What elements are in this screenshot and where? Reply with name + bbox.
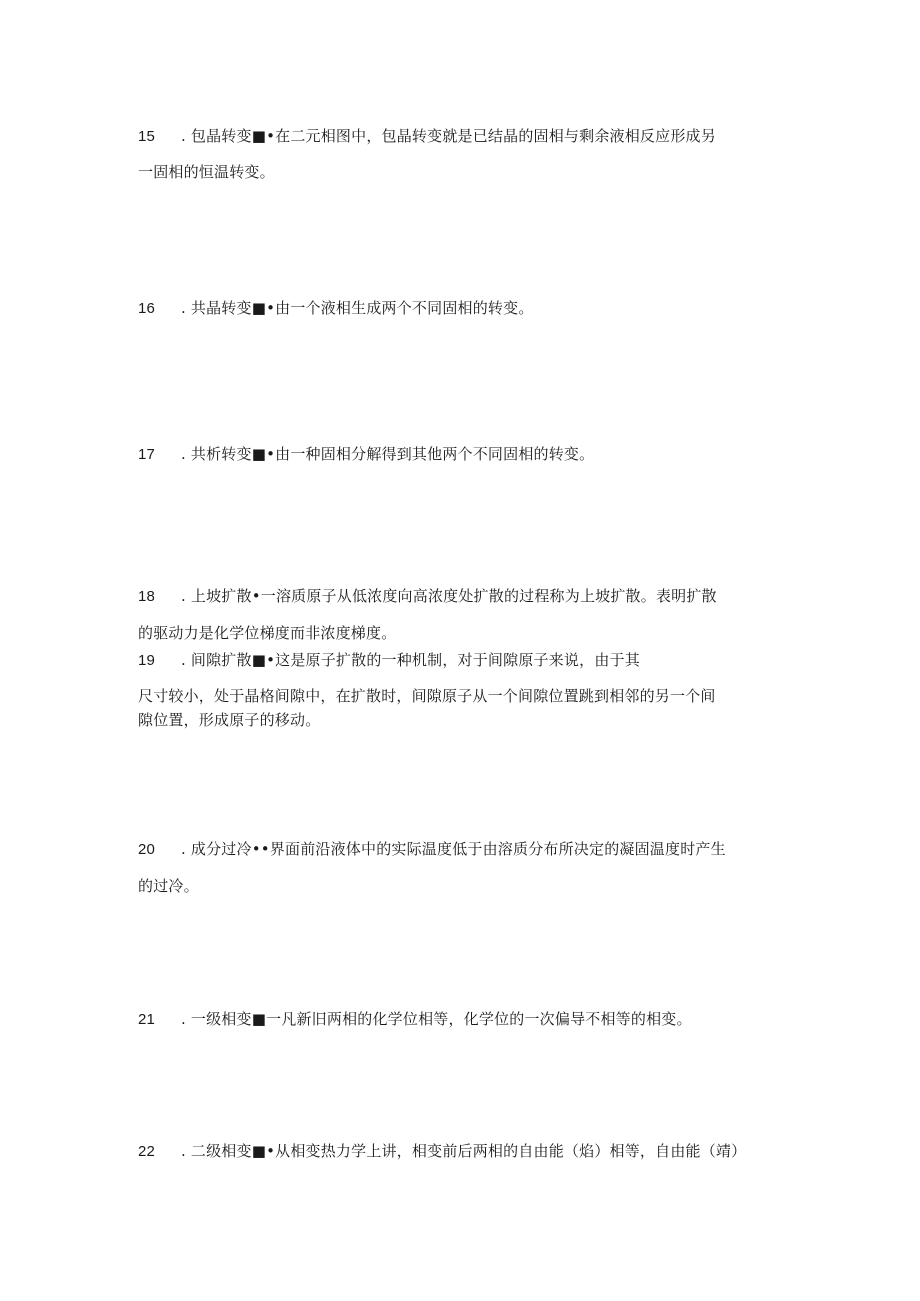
entry-19-line-1	[138, 650, 788, 671]
entry-15-line-2: 一固相的恒温转变。	[138, 163, 275, 181]
entry-text: . 一级相变■一凡新旧两相的化学位相等，化学位的一次偏导不相等的相变。	[176, 1010, 692, 1028]
entry-22-line-1	[138, 1141, 788, 1162]
entry-15-line-1	[138, 126, 788, 147]
entry-number: 18	[138, 588, 156, 605]
entry-number: 22	[138, 1143, 156, 1160]
entry-text: . 共析转变■•由一种固相分解得到其他两个不同固相的转变。	[176, 445, 595, 463]
entry-text: . 包晶转变■•在二元相图中，包晶转变就是已结晶的固相与剩余液相反应形成另	[176, 127, 716, 145]
entry-19-line-3: 隙位置，形成原子的移动。	[138, 711, 321, 729]
entry-number: 20	[138, 841, 156, 858]
entry-text: . 共晶转变■•由一个液相生成两个不同固相的转变。	[176, 299, 534, 317]
entry-19-line-2: 尺寸较小，处于晶格间隙中，在扩散时，间隙原子从一个间隙位置跳到相邻的另一个间	[138, 687, 716, 705]
entry-number: 16	[138, 300, 156, 317]
entry-20-line-1	[138, 839, 788, 860]
entry-number: 21	[138, 1011, 156, 1028]
entry-number: 19	[138, 652, 156, 669]
entry-text: . 间隙扩散■•这是原子扩散的一种机制，对于间隙原子来说，由于其	[176, 651, 640, 669]
entry-number: 17	[138, 446, 156, 463]
entry-16-line-1	[138, 298, 788, 319]
entry-text: . 成分过冷••界面前沿液体中的实际温度低于由溶质分布所决定的凝固温度时产生	[176, 840, 726, 858]
entry-number: 15	[138, 128, 156, 145]
entry-20-line-2: 的过冷。	[138, 877, 199, 895]
entry-text: . 二级相变■•从相变热力学上讲，相变前后两相的自由能（焰）相等，自由能（靖）	[176, 1142, 747, 1160]
entry-18-line-1	[138, 586, 788, 607]
entry-text: . 上坡扩散•一溶质原子从低浓度向高浓度处扩散的过程称为上坡扩散。表明扩散	[176, 587, 717, 605]
entry-18-line-2: 的驱动力是化学位梯度而非浓度梯度。	[138, 624, 397, 642]
entry-21-line-1	[138, 1009, 788, 1030]
entry-17-line-1	[138, 444, 788, 465]
